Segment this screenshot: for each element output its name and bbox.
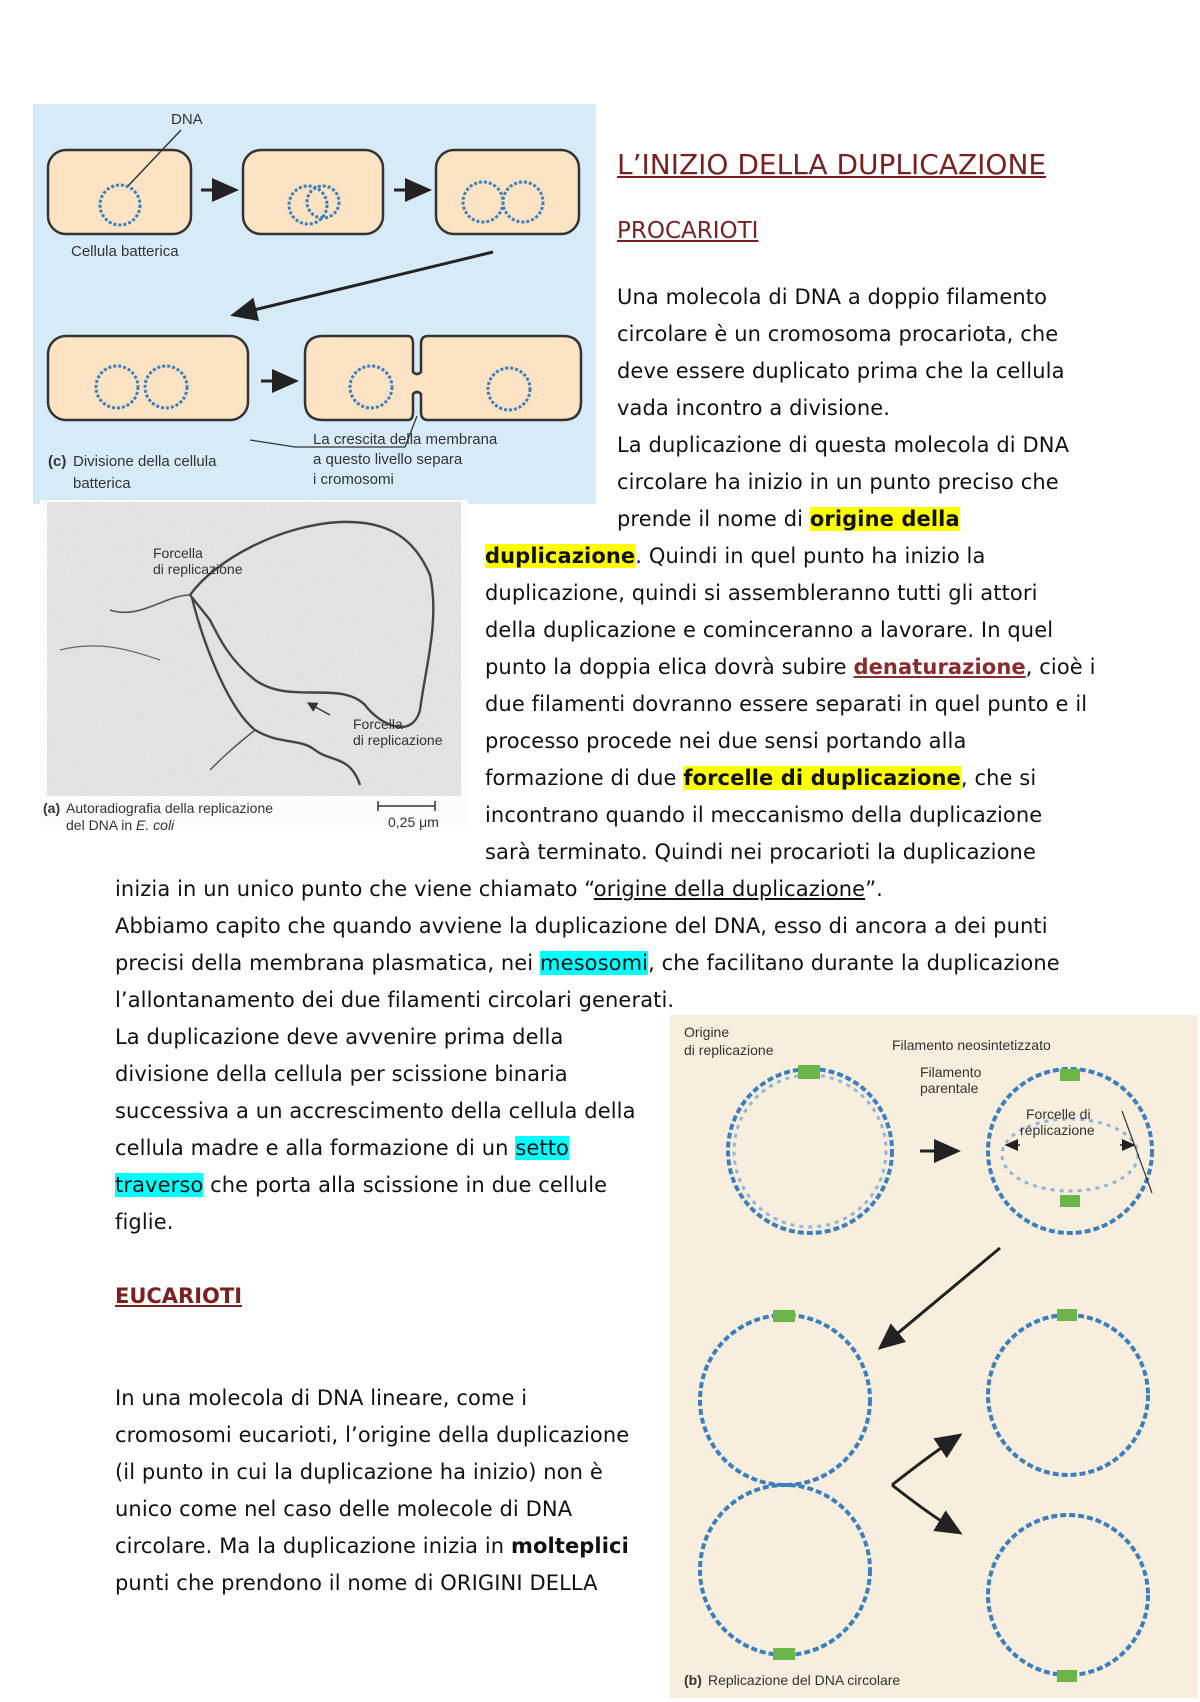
origin-label-2: di replicazione bbox=[684, 1042, 774, 1058]
p3-line-6: punti che prendono il nome di ORIGINI DELLA bbox=[115, 1571, 598, 1595]
p1-line-11: punto la doppia elica dovrà subire denaturazione, cioè i bbox=[485, 655, 1096, 679]
bacterial-cell-3 bbox=[436, 150, 579, 234]
p2-line-2: divisione della cellula per scissione binaria bbox=[115, 1062, 568, 1086]
p1-line-7: prende il nome di origine della bbox=[617, 507, 960, 531]
p3-line-5: circolare. Ma la duplicazione inizia in molteplici bbox=[115, 1534, 629, 1558]
p1-line-15: incontrano quando il meccanismo della duplicazione bbox=[485, 803, 1043, 827]
p1-line-17: inizia in un unico punto che viene chiamato “origine della duplicazione”. bbox=[115, 877, 883, 901]
p2-line-5: traverso che porta alla scissione in due cellule bbox=[115, 1173, 608, 1197]
bacterial-cell-1 bbox=[48, 150, 191, 234]
term-molteplici: molteplici bbox=[511, 1534, 629, 1558]
p1-line-16: sarà terminato. Quindi nei procarioti la duplicazione bbox=[485, 840, 1036, 864]
membrane-label-1: La crescita della membrana bbox=[313, 431, 498, 448]
parent-strand-label-1: Filamento bbox=[920, 1064, 982, 1080]
p1-line-19: precisi della membrana plasmatica, nei mesosomi, che facilitano durante la duplicazione bbox=[115, 951, 1060, 975]
forks-label-1: Forcelle di bbox=[1026, 1106, 1091, 1122]
caption-letter-a: (a) bbox=[43, 800, 61, 816]
fork2-label-2: di replicazione bbox=[353, 732, 443, 748]
fork2-label-1: Forcella bbox=[353, 716, 403, 732]
caption-letter-b: (b) bbox=[684, 1672, 702, 1688]
membrane-label-2: a questo livello separa bbox=[313, 451, 463, 468]
p1-line-4: vada incontro a divisione. bbox=[617, 396, 891, 420]
p1-line-13: processo procede nei due sensi portando alla bbox=[485, 729, 967, 753]
scale-bar-label: 0,25 μm bbox=[388, 814, 439, 830]
forks-label-2: replicazione bbox=[1020, 1122, 1095, 1138]
highlight-traverso: traverso bbox=[115, 1173, 204, 1197]
parent-strand-label-2: parentale bbox=[920, 1080, 979, 1096]
p1-line-9: duplicazione, quindi si assembleranno tutti gli attori bbox=[485, 581, 1038, 605]
dna-label: DNA bbox=[171, 111, 203, 128]
figure-b-circular-replication bbox=[670, 1015, 1198, 1698]
fork1-label-1: Forcella bbox=[153, 545, 203, 561]
highlight-forcelle: forcelle di duplicazione bbox=[683, 766, 961, 790]
fork1-label-2: di replicazione bbox=[153, 561, 243, 577]
caption-a-line2: del DNA in E. coli bbox=[66, 817, 175, 833]
figure-b-drawing bbox=[670, 1015, 1198, 1698]
term-origine-duplicazione: origine della duplicazione bbox=[593, 877, 866, 901]
caption-c-line1: Divisione della cellula bbox=[73, 453, 217, 470]
p2-line-6: figlie. bbox=[115, 1210, 174, 1234]
p1-line-14: formazione di due forcelle di duplicazione, che si bbox=[485, 766, 1037, 790]
p1-line-18: Abbiamo capito che quando avviene la duplicazione del DNA, esso di ancora a dei punti bbox=[115, 914, 1048, 938]
caption-a-line1: Autoradiografia della replicazione bbox=[66, 800, 274, 816]
page-title: L’INIZIO DELLA DUPLICAZIONE bbox=[617, 148, 1047, 181]
section-heading-eucarioti: EUCARIOTI bbox=[115, 1284, 243, 1308]
p2-line-1: La duplicazione deve avvenire prima della bbox=[115, 1025, 564, 1049]
p3-line-1: In una molecola di DNA lineare, come i bbox=[115, 1386, 528, 1410]
p2-line-3: successiva a un accrescimento della cellula della bbox=[115, 1099, 636, 1123]
p1-line-6: circolare ha inizio in un punto preciso che bbox=[617, 470, 1059, 494]
p1-line-2: circolare è un cromosoma procariota, che bbox=[617, 322, 1059, 346]
highlight-mesosomi: mesosomi bbox=[540, 951, 649, 975]
p1-line-20: l’allontanamento dei due filamenti circolari generati. bbox=[115, 988, 675, 1012]
highlight-duplicazione: duplicazione bbox=[485, 544, 636, 568]
dividing-cell bbox=[305, 336, 581, 420]
p3-line-2: cromosomi eucarioti, l’origine della duplicazione bbox=[115, 1423, 630, 1447]
caption-b: Replicazione del DNA circolare bbox=[708, 1672, 901, 1688]
cell-label: Cellula batterica bbox=[71, 243, 179, 260]
p1-line-1: Una molecola di DNA a doppio filamento bbox=[617, 285, 1048, 309]
highlight-setto: setto bbox=[515, 1136, 569, 1160]
section-heading-procarioti: PROCARIOTI bbox=[617, 218, 759, 244]
p1-line-12: due filamenti dovranno essere separati in quel punto e il bbox=[485, 692, 1088, 716]
figure-c-bacterial-division bbox=[33, 104, 596, 504]
caption-c-line2: batterica bbox=[73, 475, 131, 492]
new-strand-label: Filamento neosintetizzato bbox=[892, 1037, 1051, 1053]
p1-line-3: deve essere duplicato prima che la cellula bbox=[617, 359, 1065, 383]
figure-a-drawing bbox=[40, 500, 468, 837]
p1-line-5: La duplicazione di questa molecola di DNA bbox=[617, 433, 1070, 457]
p3-line-4: unico come nel caso delle molecole di DNA bbox=[115, 1497, 573, 1521]
highlight-origine: origine della bbox=[809, 507, 960, 531]
p1-line-8: duplicazione. Quindi in quel punto ha inizio la bbox=[485, 544, 986, 568]
p1-line-10: della duplicazione e cominceranno a lavorare. In quel bbox=[485, 618, 1054, 642]
caption-letter-c: (c) bbox=[48, 453, 67, 470]
term-denaturazione: denaturazione bbox=[853, 655, 1026, 679]
origin-label-1: Origine bbox=[684, 1024, 730, 1040]
figure-a-autoradiography bbox=[40, 500, 468, 837]
bacterial-cell-2 bbox=[243, 150, 383, 234]
membrane-label-3: i cromosomi bbox=[313, 471, 394, 488]
p2-line-4: cellula madre e alla formazione di un setto bbox=[115, 1136, 569, 1160]
figure-c-drawing bbox=[33, 104, 596, 504]
p3-line-3: (il punto in cui la duplicazione ha inizio) non è bbox=[115, 1460, 603, 1484]
